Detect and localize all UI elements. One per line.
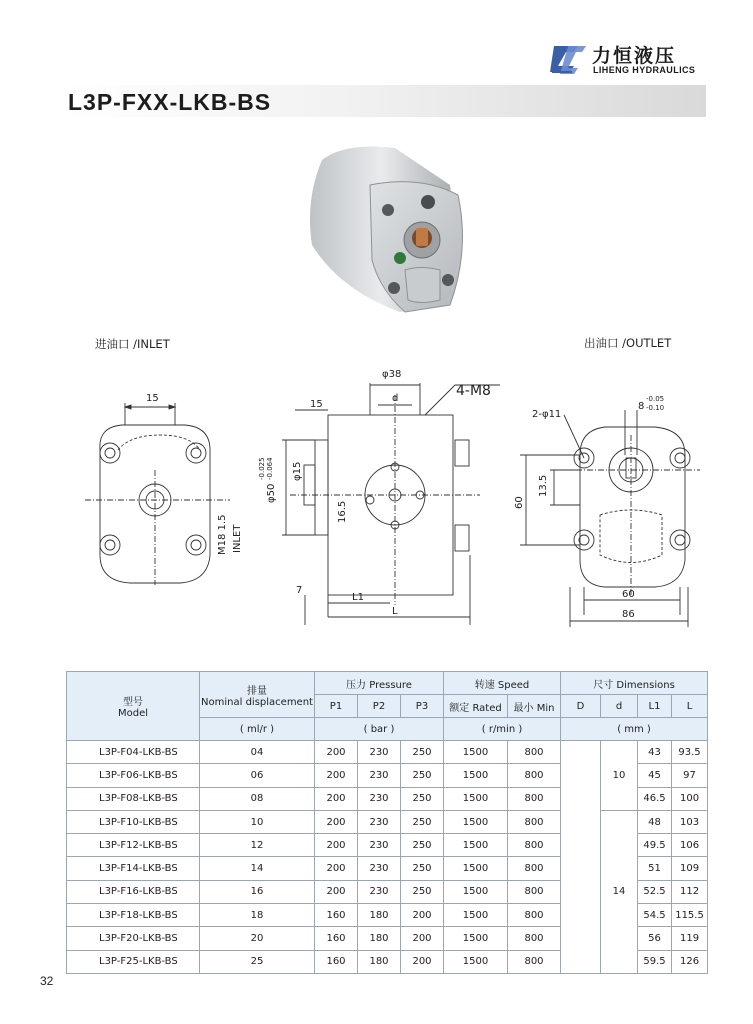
cell-min: 800 xyxy=(508,880,561,903)
cell-model: L3P-F10-LKB-BS xyxy=(67,810,200,833)
cell-model: L3P-F20-LKB-BS xyxy=(67,927,200,950)
cell-min: 800 xyxy=(508,927,561,950)
cell-L1: 48 xyxy=(638,810,672,833)
cell-D xyxy=(561,741,601,974)
unit-speed: ( r/min ) xyxy=(444,718,561,741)
cell-disp: 16 xyxy=(200,880,315,903)
spec-table-body xyxy=(67,741,708,974)
cell-L1: 56 xyxy=(638,927,672,950)
cell-L: 115.5 xyxy=(672,904,708,927)
side-dim-16-5: 16.5 xyxy=(337,500,348,523)
cell-L1: 45 xyxy=(638,764,672,787)
rear-view-drawing xyxy=(520,410,700,627)
cell-rated: 1500 xyxy=(444,880,508,903)
side-shaft-dia: φ50 xyxy=(266,483,277,503)
liheng-logo-mark-icon xyxy=(548,42,588,76)
cell-p2: 230 xyxy=(358,787,401,810)
cell-p3: 250 xyxy=(401,787,444,810)
cell-p3: 200 xyxy=(401,904,444,927)
header-p1: P1 xyxy=(315,695,358,718)
cell-min: 800 xyxy=(508,904,561,927)
cell-L: 97 xyxy=(672,764,708,787)
cell-disp: 20 xyxy=(200,927,315,950)
cell-L: 106 xyxy=(672,834,708,857)
cell-min: 800 xyxy=(508,834,561,857)
cell-p2: 180 xyxy=(358,904,401,927)
side-dim-L1: L1 xyxy=(352,592,364,603)
rear-key-tol-upper: -0.05 xyxy=(646,395,665,403)
cell-p3: 200 xyxy=(401,950,444,973)
cell-rated: 1500 xyxy=(444,904,508,927)
cell-L1: 43 xyxy=(638,741,672,764)
side-shaft-tol-lower: -0.064 xyxy=(266,457,274,480)
cell-p2: 230 xyxy=(358,810,401,833)
cell-min: 800 xyxy=(508,950,561,973)
brand-name-cn: 力恒液压 xyxy=(592,46,677,67)
front-view-drawing xyxy=(85,403,230,585)
header-L: L xyxy=(672,695,708,718)
page-title: L3P-FXX-LKB-BS xyxy=(68,89,272,115)
cell-L: 109 xyxy=(672,857,708,880)
side-dim-d: d xyxy=(392,393,399,404)
header-dimensions: 尺寸 Dimensions xyxy=(561,672,708,695)
cell-disp: 18 xyxy=(200,904,315,927)
cell-p1: 160 xyxy=(315,904,358,927)
cell-p1: 160 xyxy=(315,950,358,973)
table-row xyxy=(67,741,708,764)
cell-model: L3P-F25-LKB-BS xyxy=(67,950,200,973)
header-pressure: 压力 Pressure xyxy=(315,672,444,695)
header-displacement xyxy=(200,672,315,718)
cell-L: 103 xyxy=(672,810,708,833)
cell-min: 800 xyxy=(508,810,561,833)
cell-disp: 08 xyxy=(200,787,315,810)
header-p3: P3 xyxy=(401,695,444,718)
rear-dim-60-horizontal: 60 xyxy=(622,589,635,600)
cell-p1: 200 xyxy=(315,880,358,903)
cell-disp: 04 xyxy=(200,741,315,764)
cell-d-group-1: 10 xyxy=(601,741,638,811)
cell-L: 112 xyxy=(672,880,708,903)
side-view-drawing xyxy=(282,383,500,625)
cell-p2: 180 xyxy=(358,927,401,950)
cell-p3: 250 xyxy=(401,741,444,764)
header-speed: 转速 Speed xyxy=(444,672,561,695)
unit-pressure: ( bar ) xyxy=(315,718,444,741)
cell-model: L3P-F12-LKB-BS xyxy=(67,834,200,857)
cell-model: L3P-F04-LKB-BS xyxy=(67,741,200,764)
header-d: d xyxy=(601,695,638,718)
cell-p1: 200 xyxy=(315,741,358,764)
cell-p1: 160 xyxy=(315,927,358,950)
cell-d-group-2: 14 xyxy=(601,810,638,973)
header-model-cn: 型号 xyxy=(123,697,143,708)
cell-rated: 1500 xyxy=(444,857,508,880)
cell-model: L3P-F08-LKB-BS xyxy=(67,787,200,810)
rear-key-width: 8 xyxy=(638,401,645,412)
cell-min: 800 xyxy=(508,764,561,787)
cell-L1: 49.5 xyxy=(638,834,672,857)
outlet-view-label: 出油口 /OUTLET xyxy=(584,336,672,350)
side-dim-L: L xyxy=(392,606,398,617)
cell-min: 800 xyxy=(508,741,561,764)
rear-hole-spec: 2-φ11 xyxy=(532,409,562,420)
cell-L1: 52.5 xyxy=(638,880,672,903)
brand-name-en: LIHENG HYDRAULICS xyxy=(593,65,696,75)
side-shaft-tol-upper: -0.025 xyxy=(258,457,266,480)
cell-p3: 250 xyxy=(401,834,444,857)
inlet-view-label: 进油口 /INLET xyxy=(95,337,170,351)
cell-L1: 59.5 xyxy=(638,950,672,973)
cell-model: L3P-F16-LKB-BS xyxy=(67,880,200,903)
cell-L: 93.5 xyxy=(672,741,708,764)
rear-dim-13-5: 13.5 xyxy=(538,474,549,497)
cell-disp: 25 xyxy=(200,950,315,973)
header-model-en: Model xyxy=(117,708,149,719)
cell-rated: 1500 xyxy=(444,741,508,764)
brand-logo xyxy=(548,40,713,80)
cell-p3: 250 xyxy=(401,880,444,903)
cell-rated: 1500 xyxy=(444,950,508,973)
cell-L1: 54.5 xyxy=(638,904,672,927)
cell-p3: 250 xyxy=(401,810,444,833)
side-bolt-spec: 4-M8 xyxy=(456,383,491,399)
header-rated: 额定 Rated xyxy=(444,695,508,718)
front-port-size: M18 1.5 xyxy=(217,514,228,555)
cell-disp: 12 xyxy=(200,834,315,857)
cell-model: L3P-F06-LKB-BS xyxy=(67,764,200,787)
header-p2: P2 xyxy=(358,695,401,718)
cell-p2: 230 xyxy=(358,834,401,857)
header-min: 最小 Min xyxy=(508,695,561,718)
header-model xyxy=(67,672,200,741)
cell-L1: 51 xyxy=(638,857,672,880)
cell-p2: 230 xyxy=(358,857,401,880)
cell-model: L3P-F18-LKB-BS xyxy=(67,904,200,927)
table-row xyxy=(67,810,708,833)
rear-dim-86: 86 xyxy=(622,609,635,620)
cell-p2: 180 xyxy=(358,950,401,973)
cell-model: L3P-F14-LKB-BS xyxy=(67,857,200,880)
rear-key-tol-lower: -0.10 xyxy=(646,404,665,412)
side-dim-d15: φ15 xyxy=(292,461,303,481)
cell-p2: 230 xyxy=(358,764,401,787)
front-port-label: INLET xyxy=(232,524,243,553)
header-displacement-cn: 排量 xyxy=(247,685,267,697)
cell-L: 126 xyxy=(672,950,708,973)
gear-pump-photo xyxy=(300,140,470,315)
cell-p3: 250 xyxy=(401,857,444,880)
unit-dimensions: ( mm ) xyxy=(561,718,708,741)
header-L1: L1 xyxy=(638,695,672,718)
cell-disp: 10 xyxy=(200,810,315,833)
cell-rated: 1500 xyxy=(444,787,508,810)
cell-L: 100 xyxy=(672,787,708,810)
cell-p3: 250 xyxy=(401,764,444,787)
cell-p1: 200 xyxy=(315,834,358,857)
cell-p2: 230 xyxy=(358,880,401,903)
cell-disp: 14 xyxy=(200,857,315,880)
cell-rated: 1500 xyxy=(444,834,508,857)
cell-min: 800 xyxy=(508,787,561,810)
page-number: 32 xyxy=(40,974,54,988)
cell-p1: 200 xyxy=(315,764,358,787)
cell-L: 119 xyxy=(672,927,708,950)
cell-rated: 1500 xyxy=(444,810,508,833)
cell-rated: 1500 xyxy=(444,764,508,787)
title-bar xyxy=(66,85,706,117)
side-dim-15: 15 xyxy=(310,399,323,410)
spec-table xyxy=(66,671,708,974)
cell-L1: 46.5 xyxy=(638,787,672,810)
unit-displacement: ( ml/r ) xyxy=(200,718,315,741)
cell-p2: 230 xyxy=(358,741,401,764)
cell-p1: 200 xyxy=(315,787,358,810)
cell-p1: 200 xyxy=(315,857,358,880)
rear-dim-60-vertical: 60 xyxy=(514,496,525,509)
cell-disp: 06 xyxy=(200,764,315,787)
cell-p3: 200 xyxy=(401,927,444,950)
cell-min: 800 xyxy=(508,857,561,880)
cell-rated: 1500 xyxy=(444,927,508,950)
header-displacement-en: Nominal displacement xyxy=(201,696,313,708)
technical-drawings xyxy=(60,355,700,650)
front-dim-15: 15 xyxy=(146,393,159,404)
side-dim-7: 7 xyxy=(296,585,303,596)
side-dim-d38: φ38 xyxy=(382,369,402,380)
header-D: D xyxy=(561,695,601,718)
cell-p1: 200 xyxy=(315,810,358,833)
